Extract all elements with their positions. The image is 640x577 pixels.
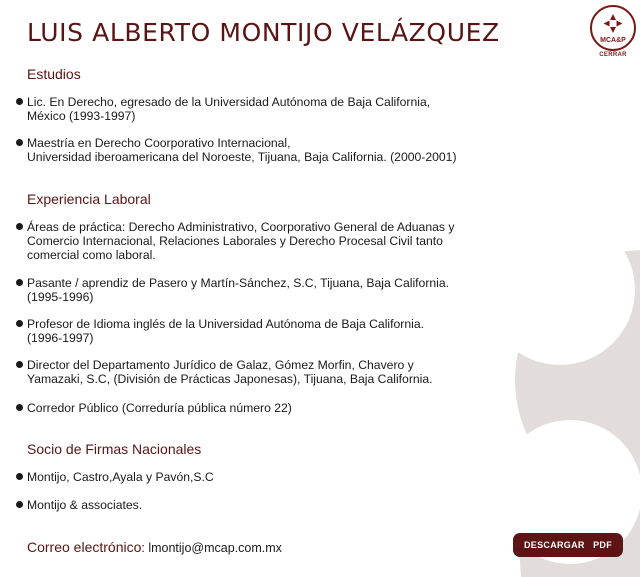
list-item-text: Maestría en Derecho Coorporativo Internacional, Universidad iberoamericana del Noroeste, Tijuana, Baja California. (2000-2001) (27, 136, 457, 164)
close-logo-button[interactable] (588, 4, 638, 62)
list-item-text: Montijo, Castro,Ayala y Pavón,S.C (27, 470, 214, 484)
bullet-icon (16, 98, 23, 105)
bullet-icon (16, 223, 23, 230)
close-label: CERRAR (599, 52, 627, 58)
list-item-text: Lic. En Derecho, egresado de la Universidad Autónoma de Baja California, México (1993-1997) (27, 95, 431, 123)
list-item-text: Montijo & associates. (27, 498, 143, 512)
section-title-experiencia: Experiencia Laboral (27, 191, 151, 207)
bullet-icon (16, 279, 23, 286)
list-item-text: Pasante / aprendiz de Pasero y Martín-Sánchez, S.C, Tijuana, Baja California. (1995-1996) (27, 276, 450, 304)
email-value: lmontijo@mcap.com.mx (148, 541, 282, 555)
email-separator: : (141, 541, 149, 555)
page-title: LUIS ALBERTO MONTIJO VELÁZQUEZ (27, 18, 500, 47)
download-pdf-label: DESCARGAR PDF (523, 540, 612, 550)
mcap-logo-icon (588, 4, 638, 54)
bullet-icon (16, 404, 23, 411)
email-row (27, 539, 282, 557)
logo-text: MCA&P (600, 37, 626, 44)
bullet-icon (16, 473, 23, 480)
bullet-icon (16, 320, 23, 327)
list-item-text: Director del Departamento Jurídico de Galaz, Gómez Morfin, Chavero y Yamazaki, S.C, (División de Prácticas Japonesas), Tijuana, Baja California. (27, 358, 433, 386)
list-item-text: Profesor de Idioma inglés de la Universidad Autónoma de Baja California. (1996-1997) (27, 317, 424, 345)
list-item-text: Corredor Público (Correduría pública número 22) (27, 401, 292, 415)
section-title-socio: Socio de Firmas Nacionales (27, 441, 202, 457)
bullet-icon (16, 361, 23, 368)
download-pdf-button[interactable] (513, 533, 623, 557)
list-item-text: Áreas de práctica: Derecho Administrativo, Coorporativo General de Aduanas y Comercio Internacional, Relaciones Laborales y Derecho Procesal Civil tanto comercial como laboral. (27, 220, 455, 262)
bullet-icon (16, 501, 23, 508)
bullet-icon (16, 139, 23, 146)
email-label: Correo electrónico (27, 539, 142, 555)
section-title-estudios: Estudios (27, 66, 81, 82)
